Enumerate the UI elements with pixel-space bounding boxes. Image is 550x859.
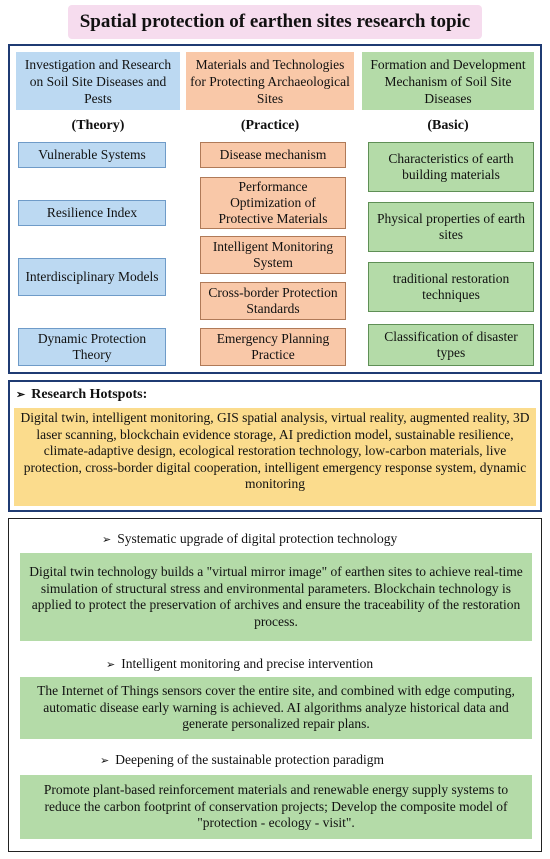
theory-item: Vulnerable Systems [18,142,166,168]
column-label-basic: (Basic) [427,118,469,133]
hotspots-title-text: Research Hotspots: [31,387,148,402]
arrow-bullet-icon: ➢ [106,659,116,671]
column-label-practice: (Practice) [240,118,300,133]
basic-item: Classification of disaster types [368,324,534,366]
arrow-bullet-icon: ➢ [100,755,110,767]
column-heading-practice: Materials and Technologies for Protecting Archaeological Sites [186,52,354,110]
practice-item: Performance Optimization of Protective Materials [200,177,346,229]
practice-item: Intelligent Monitoring System [200,236,346,274]
column-heading-theory: Investigation and Research on Soil Site Diseases and Pests [16,52,180,110]
practice-item: Disease mechanism [200,142,346,168]
arrow-bullet-icon: ➢ [16,389,26,401]
hotspots-title [16,387,147,403]
practice-item: Cross-border Protection Standards [200,282,346,320]
section-body: Promote plant-based reinforcement materials and renewable energy supply systems to reduce the carbon footprint of conservation projects; Develop the composite model of "protection - ecology - visit". [20,775,532,839]
section-title [106,656,373,672]
column-heading-basic: Formation and Development Mechanism of Soil Site Diseases [362,52,534,110]
section-body: The Internet of Things sensors cover the entire site, and combined with edge computing, automatic disease early warning is achieved. AI algorithms analyze historical data and generate personalized repair plans. [20,677,532,739]
arrow-bullet-icon: ➢ [102,534,112,546]
section-title [102,531,397,547]
hotspots-body: Digital twin, intelligent monitoring, GIS spatial analysis, virtual reality, augmented reality, 3D laser scanning, blockchain evidence storage, AI prediction model, sustainable resilience, climate-adaptive design, ecological restoration technology, low-carbon materials, live protection, cross-border digital cooperation, intelligent emergency response system, dynamic monitoring [14,408,536,506]
basic-item: traditional restoration techniques [368,262,534,312]
section-body: Digital twin technology builds a "virtual mirror image" of earthen sites to achieve real-time simulation of structural stress and environmental parameters. Blockchain technology is applied to protect the preservation of archives and ensure the traceability of the restoration process. [20,553,532,641]
practice-item: Emergency Planning Practice [200,328,346,366]
page-title: Spatial protection of earthen sites research topic [68,5,482,39]
section-title [100,752,384,768]
basic-item: Physical properties of earth sites [368,202,534,252]
section-title-text: Intelligent monitoring and precise intervention [121,656,374,671]
column-label-theory: (Theory) [71,118,125,133]
theory-item: Interdisciplinary Models [18,258,166,296]
section-title-text: Deepening of the sustainable protection paradigm [115,752,385,767]
theory-item: Dynamic Protection Theory [18,328,166,366]
theory-item: Resilience Index [18,200,166,226]
section-title-text: Systematic upgrade of digital protection technology [117,531,398,546]
basic-item: Characteristics of earth building materials [368,142,534,192]
